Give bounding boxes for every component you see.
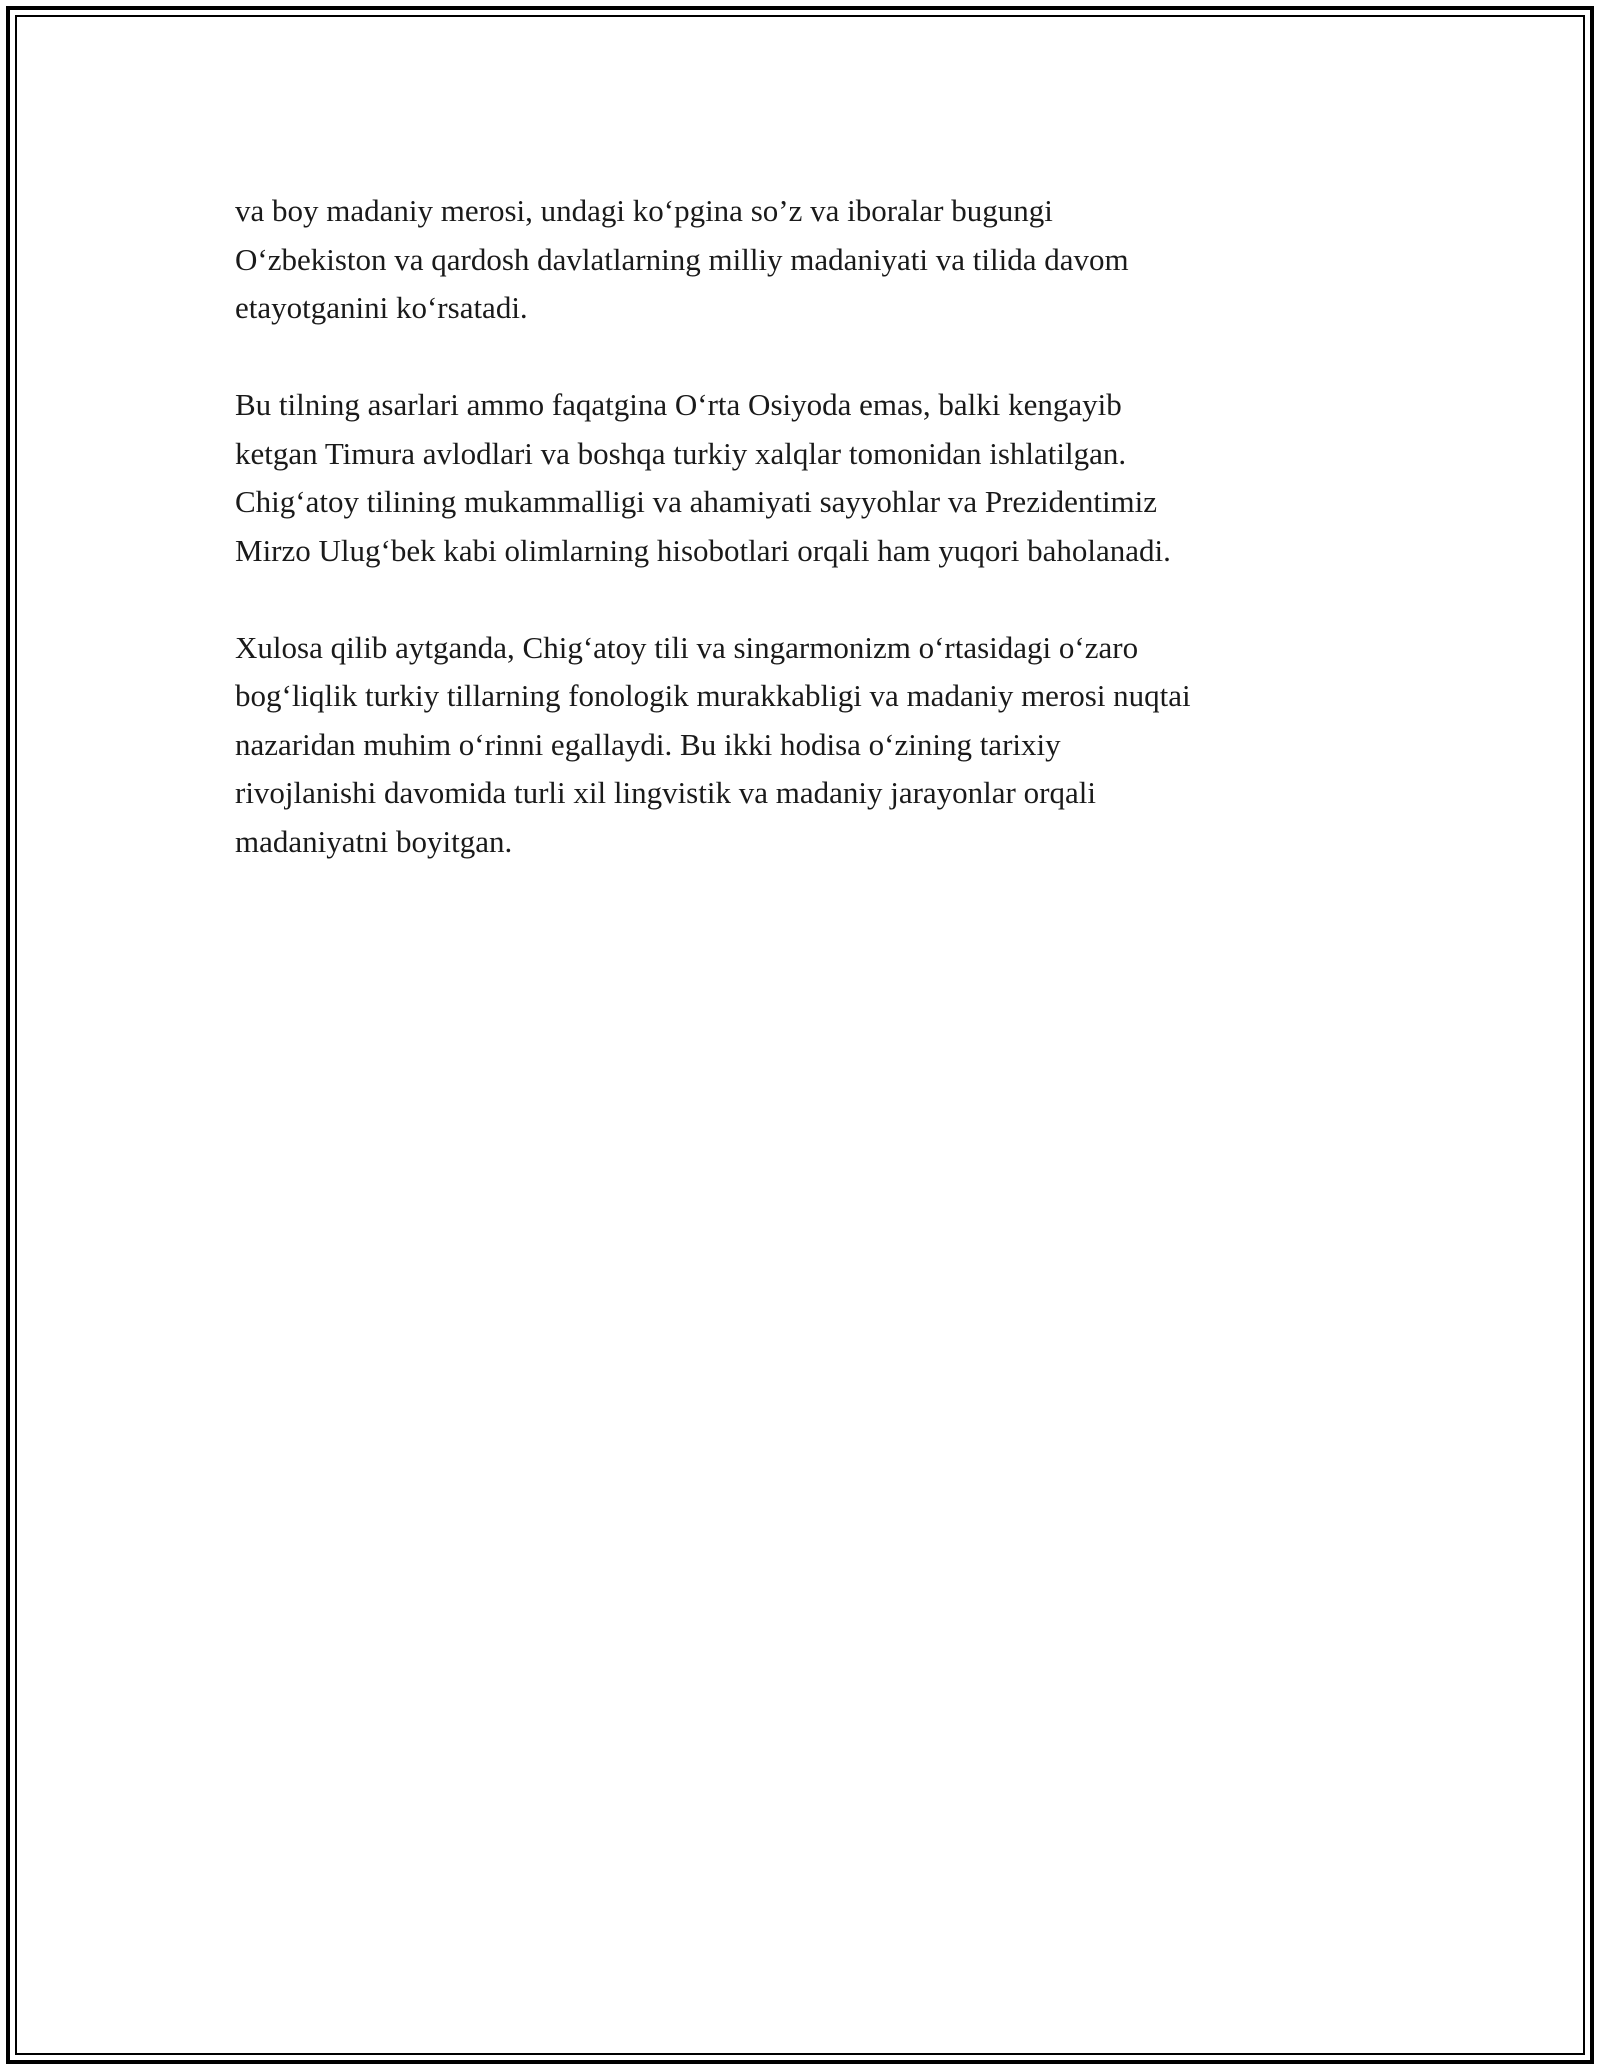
text-line: madaniyatni boyitgan. <box>235 823 513 859</box>
text-line: ketgan Timura avlodlari va boshqa turkiy xalqlar tomonidan ishlatilgan. <box>235 435 1127 471</box>
paragraph-1 <box>235 187 1385 333</box>
text-line: etayotganini ko‘rsatadi. <box>235 290 528 325</box>
text-line: bog‘liqlik turkiy tillarning fonologik murakkabligi va madaniy merosi nuqtai <box>235 678 1191 713</box>
paragraph-2 <box>235 381 1385 575</box>
text-line: Chig‘atoy tilining mukammalligi va ahamiyati sayyohlar va Prezidentimiz <box>235 484 1158 519</box>
text-line: nazaridan muhim o‘rinni egallaydi. Bu ikki hodisa o‘zining tarixiy <box>235 726 1061 762</box>
paragraph-gap <box>235 333 1385 382</box>
paragraph-gap <box>235 575 1385 624</box>
text-line: Mirzo Ulug‘bek kabi olimlarning hisobotlari orqali ham yuqori baholanadi. <box>235 532 1171 568</box>
document-body <box>235 187 1385 866</box>
text-line: Xulosa qilib aytganda, Chig‘atoy tili va singarmonizm o‘rtasidagi o‘zaro <box>235 629 1139 665</box>
text-line: va boy madaniy merosi, undagi ko‘pgina so’z va iboralar bugungi <box>235 193 1053 228</box>
text-line: rivojlanishi davomida turli xil lingvistik va madaniy jarayonlar orqali <box>235 775 1096 810</box>
paragraph-3 <box>235 624 1385 867</box>
text-line: Bu tilning asarlari ammo faqatgina O‘rta Osiyoda emas, balki kengayib <box>235 387 1122 422</box>
text-line: O‘zbekiston va qardosh davlatlarning milliy madaniyati va tilida davom <box>235 241 1129 277</box>
